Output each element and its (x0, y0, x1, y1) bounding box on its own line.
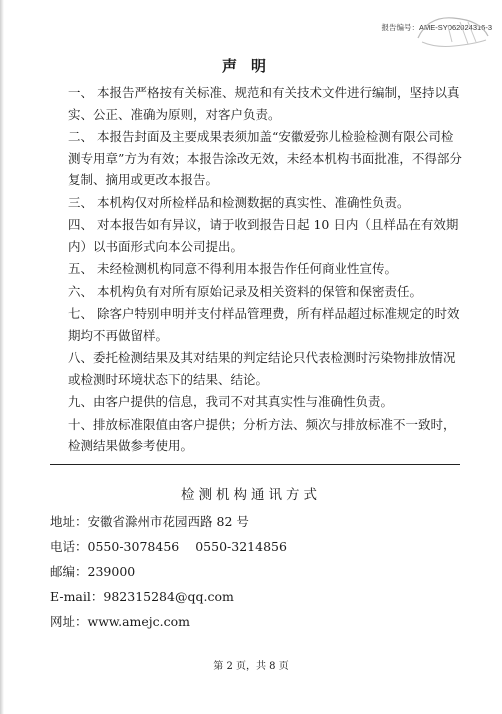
section-divider (50, 464, 460, 465)
page-number: 第 2 页，共 8 页 (213, 661, 289, 672)
clause-item: 七、 除客户特别申明并支付样品管理费，所有样品超过标准规定的时效期均不再做留样。 (68, 306, 460, 343)
website-label: 网址： (50, 614, 88, 629)
address-row (50, 509, 470, 534)
clause-item: 六、 本机构负有对所有原始记录及相关资料的保管和保密责任。 (68, 283, 422, 299)
postcode-label: 邮编： (50, 564, 88, 579)
seal-stamp-icon (408, 8, 494, 54)
report-number-label: 报告编号： (381, 23, 420, 32)
statement-clauses (68, 82, 463, 458)
postcode-value: 239000 (87, 564, 136, 579)
address-value: 安徽省滁州市花园西路 82 号 (87, 514, 249, 529)
clause-item: 九、由客户提供的信息，我司不对其真实性与准确性负责。 (68, 394, 394, 409)
clause-item: 二、 本报告封面及主要成果表须加盖“安徽爱弥儿检验检测有限公司检测专用章”方为有效；本报告涂改无效，未经本机构书面批准，不得部分复制、摘用或更改本报告。 (68, 129, 462, 187)
clause-item: 十、排放标准限值由客户提供；分析方法、频次与排放标准不一致时，检测结果做参考使用。 (68, 416, 456, 453)
clause-item: 五、 未经检测机构同意不得利用本报告作任何商业性宣传。 (68, 261, 397, 276)
clause-item: 一、 本报告严格按有关标准、规范和有关技术文件进行编制，坚持以真实、公正、准确为原则，对客户负责。 (68, 85, 460, 122)
contact-info (50, 509, 470, 634)
page-title: 声明 (221, 57, 280, 75)
website-row (50, 609, 470, 634)
email-label: E-mail： (50, 589, 104, 604)
postcode-row (50, 559, 470, 584)
clause-item: 四、 对本报告如有异议，请于收到报告日起 10 日内（且样品在有效期内）以书面形式向本公司提出。 (68, 217, 459, 254)
website-value: www.amejc.com (87, 614, 191, 629)
phone-label: 电话： (50, 539, 88, 554)
clause-item: 八、委托检测结果及其对结果的判定结论只代表检测时污染物排放情况或检测时环境状态下的结果、结论。 (68, 350, 456, 387)
page-edge-shadow (0, 0, 4, 714)
phone-row (50, 534, 470, 559)
contact-section-title: 检测机构通讯方式 (181, 487, 321, 503)
phone-value-1: 0550-3078456 (87, 539, 180, 554)
clause-item: 三、 本机构仅对所检样品和检测数据的真实性、准确性负责。 (68, 194, 410, 210)
report-number-value: AME-SY062024316-3 (419, 23, 492, 32)
email-value: 982315284@qq.com (103, 589, 234, 604)
phone-value-2: 0550-3214856 (195, 539, 287, 554)
address-label: 地址： (50, 514, 88, 529)
email-row (50, 584, 470, 609)
